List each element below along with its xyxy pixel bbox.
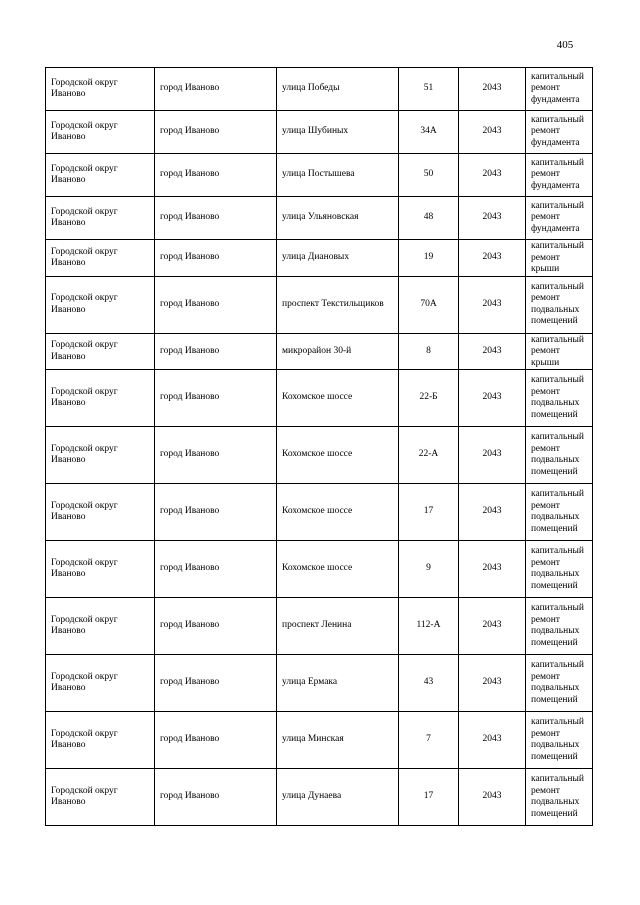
work-type-cell: капитальный ремонт фундамента bbox=[526, 154, 593, 197]
city-cell: город Иваново bbox=[155, 427, 277, 484]
table-row bbox=[46, 111, 593, 154]
year-cell: 2043 bbox=[459, 541, 526, 598]
year-cell: 2043 bbox=[459, 484, 526, 541]
street-cell: Кохомское шоссе bbox=[277, 484, 399, 541]
table-row bbox=[46, 541, 593, 598]
okrug-cell: Городской округ Иваново bbox=[46, 68, 155, 111]
okrug-cell: Городской округ Иваново bbox=[46, 197, 155, 240]
page-number: 405 bbox=[556, 39, 574, 51]
city-cell: город Иваново bbox=[155, 655, 277, 712]
year-cell: 2043 bbox=[459, 370, 526, 427]
street-cell: микрорайон 30-й bbox=[277, 333, 399, 370]
city-cell: город Иваново bbox=[155, 68, 277, 111]
year-cell: 2043 bbox=[459, 655, 526, 712]
work-type-cell: капитальный ремонт подвальных помещений bbox=[526, 769, 593, 826]
city-cell: город Иваново bbox=[155, 111, 277, 154]
house-number-cell: 17 bbox=[399, 484, 459, 541]
street-cell: Кохомское шоссе bbox=[277, 541, 399, 598]
okrug-cell: Городской округ Иваново bbox=[46, 484, 155, 541]
table-row bbox=[46, 333, 593, 370]
work-type-cell: капитальный ремонт подвальных помещений bbox=[526, 276, 593, 333]
city-cell: город Иваново bbox=[155, 484, 277, 541]
table-row bbox=[46, 598, 593, 655]
house-number-cell: 70А bbox=[399, 276, 459, 333]
street-cell: проспект Ленина bbox=[277, 598, 399, 655]
work-type-cell: капитальный ремонт крыши bbox=[526, 333, 593, 370]
okrug-cell: Городской округ Иваново bbox=[46, 541, 155, 598]
year-cell: 2043 bbox=[459, 427, 526, 484]
repair-schedule-table bbox=[45, 67, 593, 826]
year-cell: 2043 bbox=[459, 154, 526, 197]
work-type-cell: капитальный ремонт подвальных помещений bbox=[526, 484, 593, 541]
city-cell: город Иваново bbox=[155, 276, 277, 333]
work-type-cell: капитальный ремонт фундамента bbox=[526, 68, 593, 111]
house-number-cell: 19 bbox=[399, 240, 459, 277]
work-type-cell: капитальный ремонт фундамента bbox=[526, 197, 593, 240]
okrug-cell: Городской округ Иваново bbox=[46, 240, 155, 277]
house-number-cell: 48 bbox=[399, 197, 459, 240]
year-cell: 2043 bbox=[459, 111, 526, 154]
street-cell: улица Ермака bbox=[277, 655, 399, 712]
house-number-cell: 22-А bbox=[399, 427, 459, 484]
city-cell: город Иваново bbox=[155, 541, 277, 598]
year-cell: 2043 bbox=[459, 712, 526, 769]
work-type-cell: капитальный ремонт подвальных помещений bbox=[526, 370, 593, 427]
city-cell: город Иваново bbox=[155, 154, 277, 197]
okrug-cell: Городской округ Иваново bbox=[46, 427, 155, 484]
city-cell: город Иваново bbox=[155, 333, 277, 370]
house-number-cell: 22-Б bbox=[399, 370, 459, 427]
house-number-cell: 34А bbox=[399, 111, 459, 154]
table-row bbox=[46, 370, 593, 427]
house-number-cell: 43 bbox=[399, 655, 459, 712]
okrug-cell: Городской округ Иваново bbox=[46, 655, 155, 712]
okrug-cell: Городской округ Иваново bbox=[46, 111, 155, 154]
okrug-cell: Городской округ Иваново bbox=[46, 769, 155, 826]
table-row bbox=[46, 197, 593, 240]
year-cell: 2043 bbox=[459, 769, 526, 826]
work-type-cell: капитальный ремонт подвальных помещений bbox=[526, 427, 593, 484]
okrug-cell: Городской округ Иваново bbox=[46, 370, 155, 427]
city-cell: город Иваново bbox=[155, 712, 277, 769]
table-row bbox=[46, 427, 593, 484]
okrug-cell: Городской округ Иваново bbox=[46, 333, 155, 370]
house-number-cell: 50 bbox=[399, 154, 459, 197]
city-cell: город Иваново bbox=[155, 598, 277, 655]
street-cell: улица Постышева bbox=[277, 154, 399, 197]
work-type-cell: капитальный ремонт подвальных помещений bbox=[526, 541, 593, 598]
city-cell: город Иваново bbox=[155, 240, 277, 277]
house-number-cell: 9 bbox=[399, 541, 459, 598]
street-cell: проспект Текстильщиков bbox=[277, 276, 399, 333]
city-cell: город Иваново bbox=[155, 370, 277, 427]
street-cell: улица Дунаева bbox=[277, 769, 399, 826]
city-cell: город Иваново bbox=[155, 197, 277, 240]
table-row bbox=[46, 769, 593, 826]
house-number-cell: 17 bbox=[399, 769, 459, 826]
year-cell: 2043 bbox=[459, 240, 526, 277]
table-row bbox=[46, 276, 593, 333]
house-number-cell: 8 bbox=[399, 333, 459, 370]
year-cell: 2043 bbox=[459, 598, 526, 655]
work-type-cell: капитальный ремонт крыши bbox=[526, 240, 593, 277]
street-cell: улица Ульяновская bbox=[277, 197, 399, 240]
table-row bbox=[46, 68, 593, 111]
house-number-cell: 51 bbox=[399, 68, 459, 111]
table-row bbox=[46, 484, 593, 541]
table-row bbox=[46, 240, 593, 277]
work-type-cell: капитальный ремонт подвальных помещений bbox=[526, 598, 593, 655]
street-cell: Кохомское шоссе bbox=[277, 427, 399, 484]
house-number-cell: 112-А bbox=[399, 598, 459, 655]
table-row bbox=[46, 655, 593, 712]
street-cell: Кохомское шоссе bbox=[277, 370, 399, 427]
street-cell: улица Минская bbox=[277, 712, 399, 769]
city-cell: город Иваново bbox=[155, 769, 277, 826]
street-cell: улица Диановых bbox=[277, 240, 399, 277]
year-cell: 2043 bbox=[459, 333, 526, 370]
okrug-cell: Городской округ Иваново bbox=[46, 598, 155, 655]
okrug-cell: Городской округ Иваново bbox=[46, 276, 155, 333]
work-type-cell: капитальный ремонт подвальных помещений bbox=[526, 655, 593, 712]
table-row bbox=[46, 712, 593, 769]
table-row bbox=[46, 154, 593, 197]
okrug-cell: Городской округ Иваново bbox=[46, 154, 155, 197]
okrug-cell: Городской округ Иваново bbox=[46, 712, 155, 769]
street-cell: улица Победы bbox=[277, 68, 399, 111]
year-cell: 2043 bbox=[459, 276, 526, 333]
work-type-cell: капитальный ремонт подвальных помещений bbox=[526, 712, 593, 769]
street-cell: улица Шубиных bbox=[277, 111, 399, 154]
house-number-cell: 7 bbox=[399, 712, 459, 769]
work-type-cell: капитальный ремонт фундамента bbox=[526, 111, 593, 154]
year-cell: 2043 bbox=[459, 68, 526, 111]
year-cell: 2043 bbox=[459, 197, 526, 240]
